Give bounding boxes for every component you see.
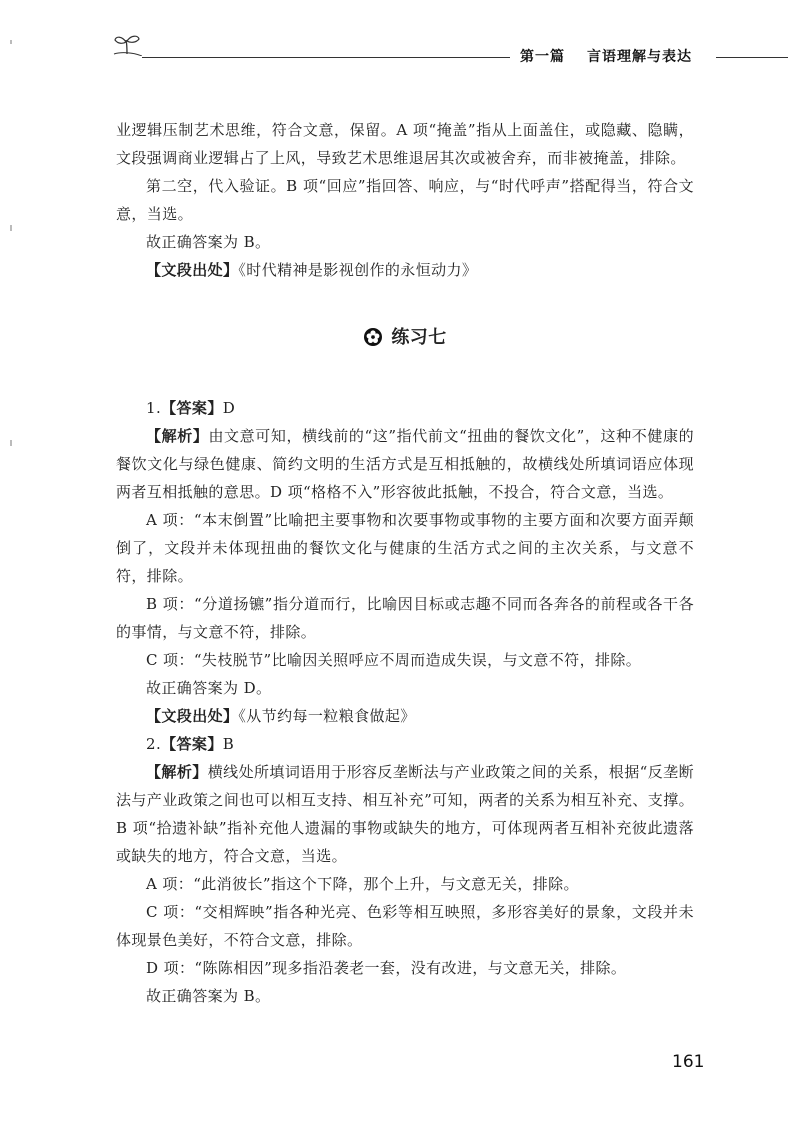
analysis-label: 【解析】 — [146, 427, 209, 445]
answer-label: 【答案】 — [161, 735, 223, 753]
page-body — [116, 116, 694, 1010]
margin-mark — [10, 440, 12, 446]
source-label: 【文段出处】 — [146, 707, 239, 725]
q2-option: D 项：“陈陈相因”现多指沿袭老一套，没有改进，与文意无关，排除。 — [146, 959, 627, 977]
q2-analysis-text: 横线处所填词语用于形容反垄断法与产业政策之间的关系，根据“反垄断法与产业政策之间也可以相互支持、相互补充”可知，两者的关系为相互补充、支撑。B 项“拾遗补缺”指补充他人遗漏的事物或缺失的地方，可体现两者互相补充彼此遗落或缺失的地方，符合文意，当选。 — [116, 763, 694, 865]
sprout-icon — [112, 32, 142, 56]
header-chapter: 言语理解与表达 — [587, 49, 692, 65]
q1-analysis-text: 由文意可知，横线前的“这”指代前文“扭曲的餐饮文化”，这种不健康的餐饮文化与绿色健康、简约文明的生活方式是互相抵触的，故横线处所填词语应体现两者互相抵触的意思。D 项“格格不入”形容彼此抵触，不投合，符合文意，当选。 — [116, 427, 694, 501]
page-number: 161 — [672, 1052, 705, 1072]
paragraph: 故正确答案为 B。 — [146, 233, 271, 251]
analysis-label: 【解析】 — [146, 763, 208, 781]
section-title: 练习七 — [391, 327, 447, 348]
header-title — [520, 46, 692, 66]
q1-option: C 项：“失枝脱节”比喻因关照呼应不周而造成失误，与文意不符，排除。 — [146, 651, 642, 669]
q1-answer — [116, 394, 694, 422]
source-title: 《时代精神是影视创作的永恒动力》 — [238, 261, 478, 279]
q2-option: A 项：“此消彼长”指这个下降，那个上升，与文意无关，排除。 — [146, 875, 579, 893]
q1-source — [116, 702, 694, 730]
header-part: 第一篇 — [520, 49, 565, 65]
flower-icon — [363, 327, 383, 347]
q1-option: A 项：“本末倒置”比喻把主要事物和次要事物或事物的主要方面和次要方面弄颠倒了，文段并未体现扭曲的餐饮文化与健康的生活方式之间的主次关系，与文意不符，排除。 — [116, 511, 694, 585]
source-label: 【文段出处】 — [146, 261, 239, 279]
paragraph: 第二空，代入验证。B 项“回应”指回答、响应，与“时代呼声”搭配得当，符合文意，当选。 — [116, 177, 694, 223]
q2-answer — [116, 730, 694, 758]
q1-answer-value: D — [222, 399, 236, 417]
q2-conclusion: 故正确答案为 B。 — [146, 987, 271, 1005]
section-heading — [116, 324, 694, 354]
margin-mark — [10, 40, 12, 44]
q2-number: 2. — [146, 735, 162, 753]
answer-label: 【答案】 — [161, 399, 223, 417]
source-title: 《从节约每一粒粮食做起》 — [238, 707, 416, 725]
q1-analysis — [116, 422, 694, 506]
q1-number: 1. — [146, 399, 162, 417]
q2-answer-value: B — [222, 735, 235, 753]
header-rule-left — [142, 57, 510, 58]
margin-mark — [10, 225, 12, 231]
q1-conclusion: 故正确答案为 D。 — [146, 679, 272, 697]
q1-option: B 项：“分道扬镳”指分道而行，比喻因目标或志趣不同而各奔各的前程或各干各的事情，与文意不符，排除。 — [116, 595, 694, 641]
q2-option: C 项：“交相辉映”指各种光亮、色彩等相互映照，多形容美好的景象，文段并未体现景色美好，不符合文意，排除。 — [116, 903, 694, 949]
running-header — [0, 0, 800, 80]
source-line — [116, 256, 694, 284]
paragraph: 业逻辑压制艺术思维，符合文意，保留。A 项“掩盖”指从上面盖住，或隐藏、隐瞒，文段强调商业逻辑占了上风，导致艺术思维退居其次或被舍弃，而非被掩盖，排除。 — [116, 121, 694, 167]
header-rule-right — [716, 57, 788, 58]
q2-analysis — [116, 758, 694, 870]
